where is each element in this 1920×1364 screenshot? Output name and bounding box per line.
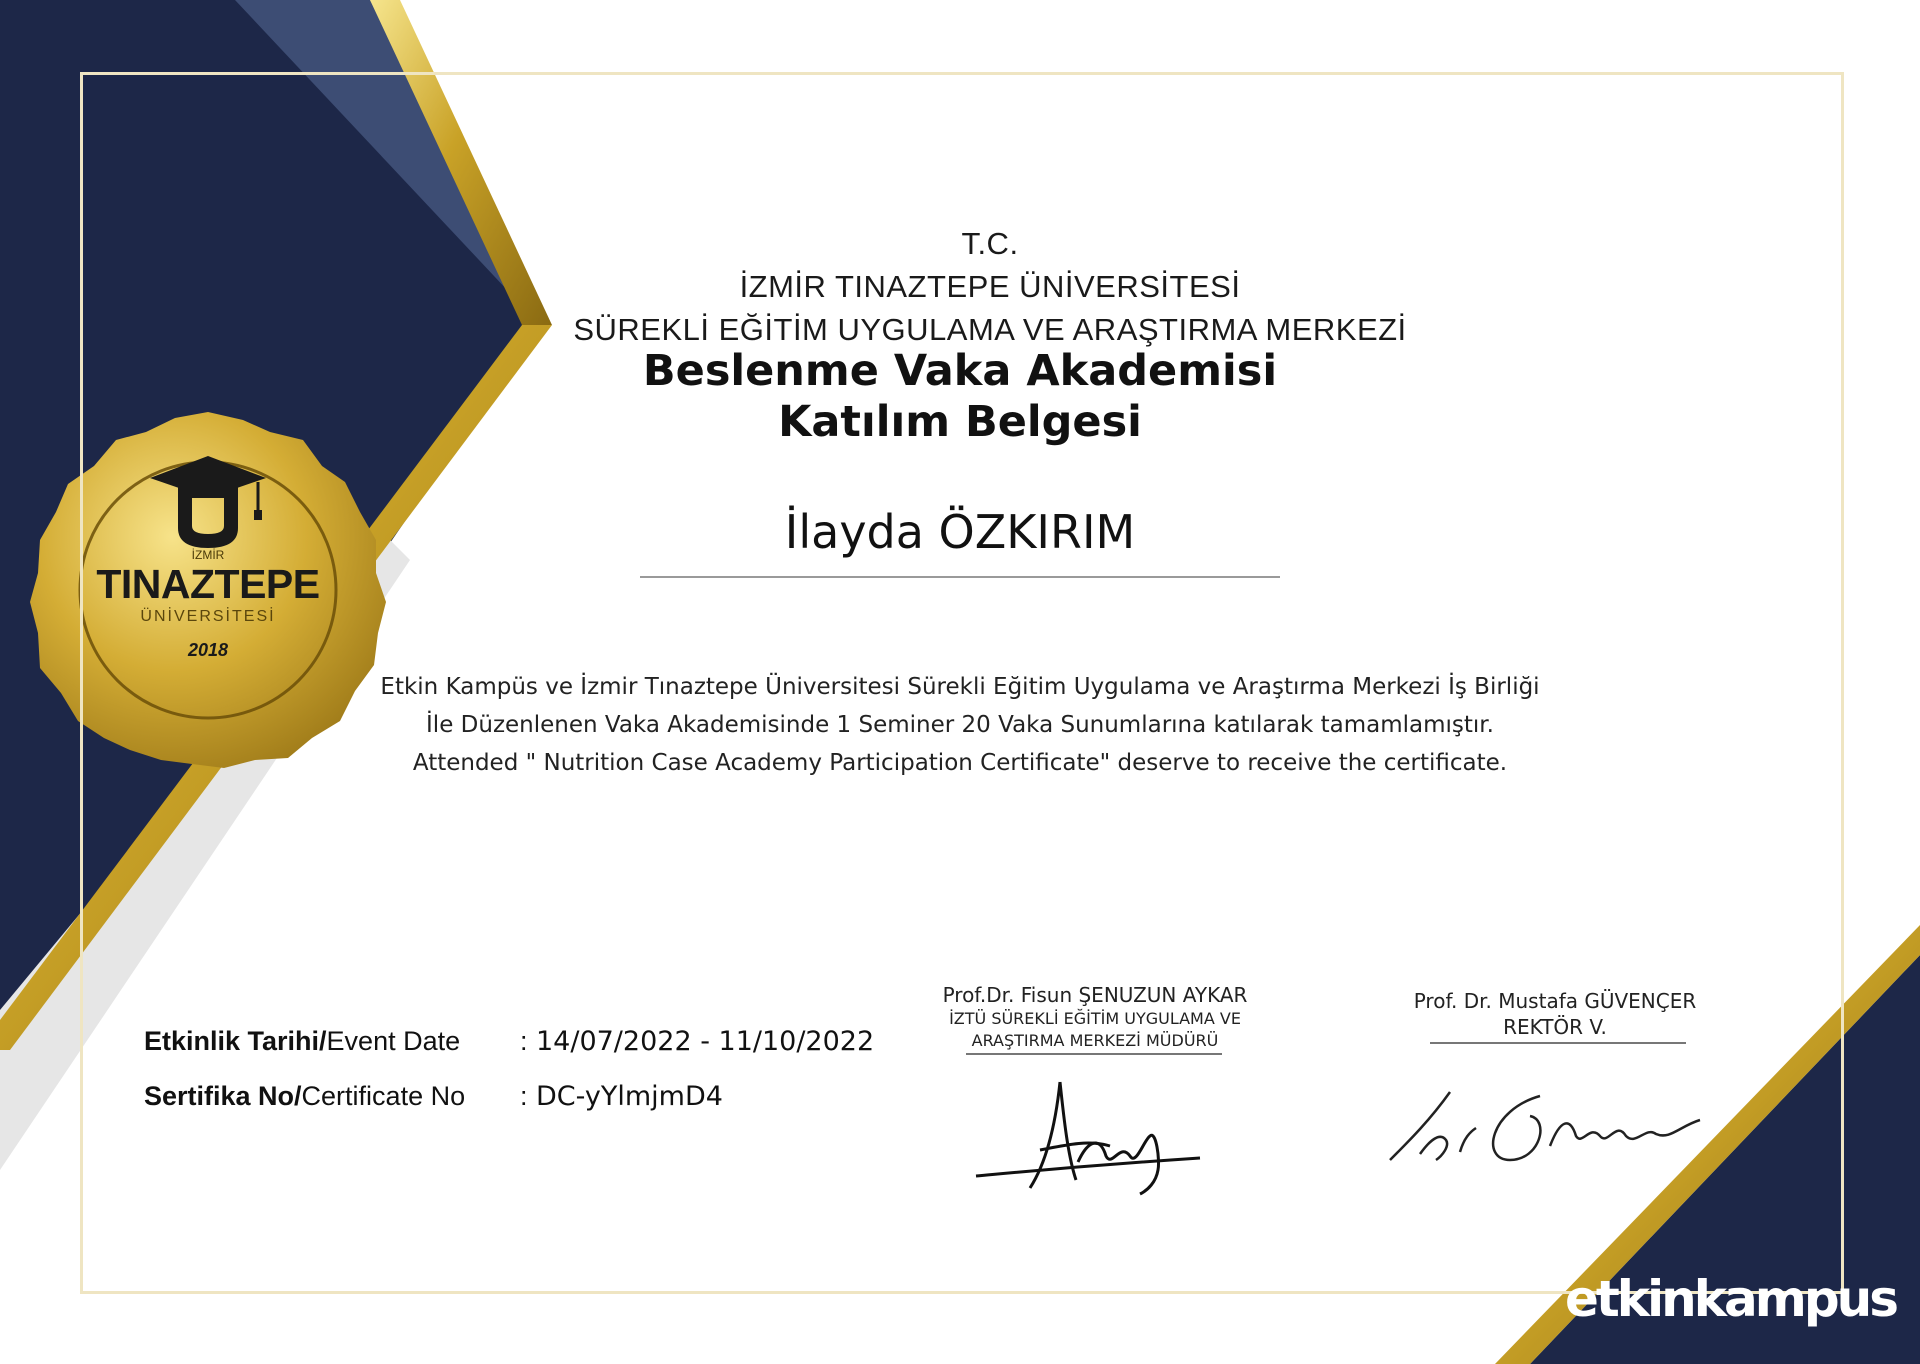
institution-header [460, 222, 1520, 351]
signatory-left-role-1: İZTÜ SÜREKLİ EĞİTİM UYGULAMA VE [949, 1009, 1241, 1028]
title-line-2: Katılım Belgesi [778, 397, 1142, 447]
recipient-name: İlayda ÖZKIRIM [784, 505, 1136, 559]
certificate-body [330, 668, 1590, 782]
event-date-row [144, 1026, 875, 1057]
certificate-number-row [144, 1081, 723, 1112]
header-line-university: İZMİR TINAZTEPE ÜNİVERSİTESİ [739, 269, 1241, 304]
signature-right [1380, 1080, 1710, 1190]
certificate-number-value: DC-yYlmjmD4 [536, 1081, 723, 1112]
certificate-title [560, 346, 1360, 448]
header-line-center: SÜREKLİ EĞİTİM UYGULAMA VE ARAŞTIRMA MERKEZİ [573, 312, 1407, 347]
seal-text-small: İZMİR [191, 548, 225, 562]
certificate-number-label-en: Certificate No [301, 1081, 466, 1111]
event-date-label-tr: Etkinlik Tarihi/ [144, 1026, 327, 1056]
recipient-underline [640, 576, 1280, 578]
signatory-left-rule [966, 1053, 1222, 1055]
body-line-1: Etkin Kampüs ve İzmir Tınaztepe Üniversitesi Sürekli Eğitim Uygulama ve Araştırma Merkezi İş Birliği [380, 674, 1540, 700]
seal-text-name: TINAZTEPE [96, 561, 320, 607]
seal-text-sub: ÜNİVERSİTESİ [140, 608, 276, 625]
certificate-number-label-tr: Sertifika No/ [144, 1081, 302, 1111]
signature-left [960, 1070, 1220, 1200]
certificate-number-colon: : [520, 1081, 528, 1111]
header-line-tc: T.C. [961, 226, 1019, 261]
etkinkampus-logo: etkinkampus [1564, 1270, 1896, 1328]
signatory-left-role-2: ARAŞTIRMA MERKEZİ MÜDÜRÜ [971, 1031, 1219, 1050]
event-date-value: 14/07/2022 - 11/10/2022 [536, 1026, 875, 1057]
signatory-left-name: Prof.Dr. Fisun ŞENUZUN AYKAR [942, 983, 1248, 1007]
event-date-colon: : [520, 1026, 528, 1056]
seal-text-year: 2018 [187, 640, 229, 660]
signatory-left [920, 982, 1270, 1052]
body-line-3: Attended " Nutrition Case Academy Participation Certificate" deserve to receive the certificate. [412, 750, 1508, 776]
title-line-1: Beslenme Vaka Akademisi [642, 346, 1278, 396]
body-line-2: İle Düzenlenen Vaka Akademisinde 1 Seminer 20 Vaka Sunumlarına katılarak tamamlamıştır. [426, 712, 1494, 738]
signatory-right-rule [1430, 1042, 1686, 1044]
event-date-label-en: Event Date [326, 1026, 461, 1056]
signatory-right-name: Prof. Dr. Mustafa GÜVENÇER [1413, 989, 1697, 1013]
signatory-right [1400, 988, 1710, 1040]
signatory-right-role: REKTÖR V. [1503, 1015, 1607, 1039]
